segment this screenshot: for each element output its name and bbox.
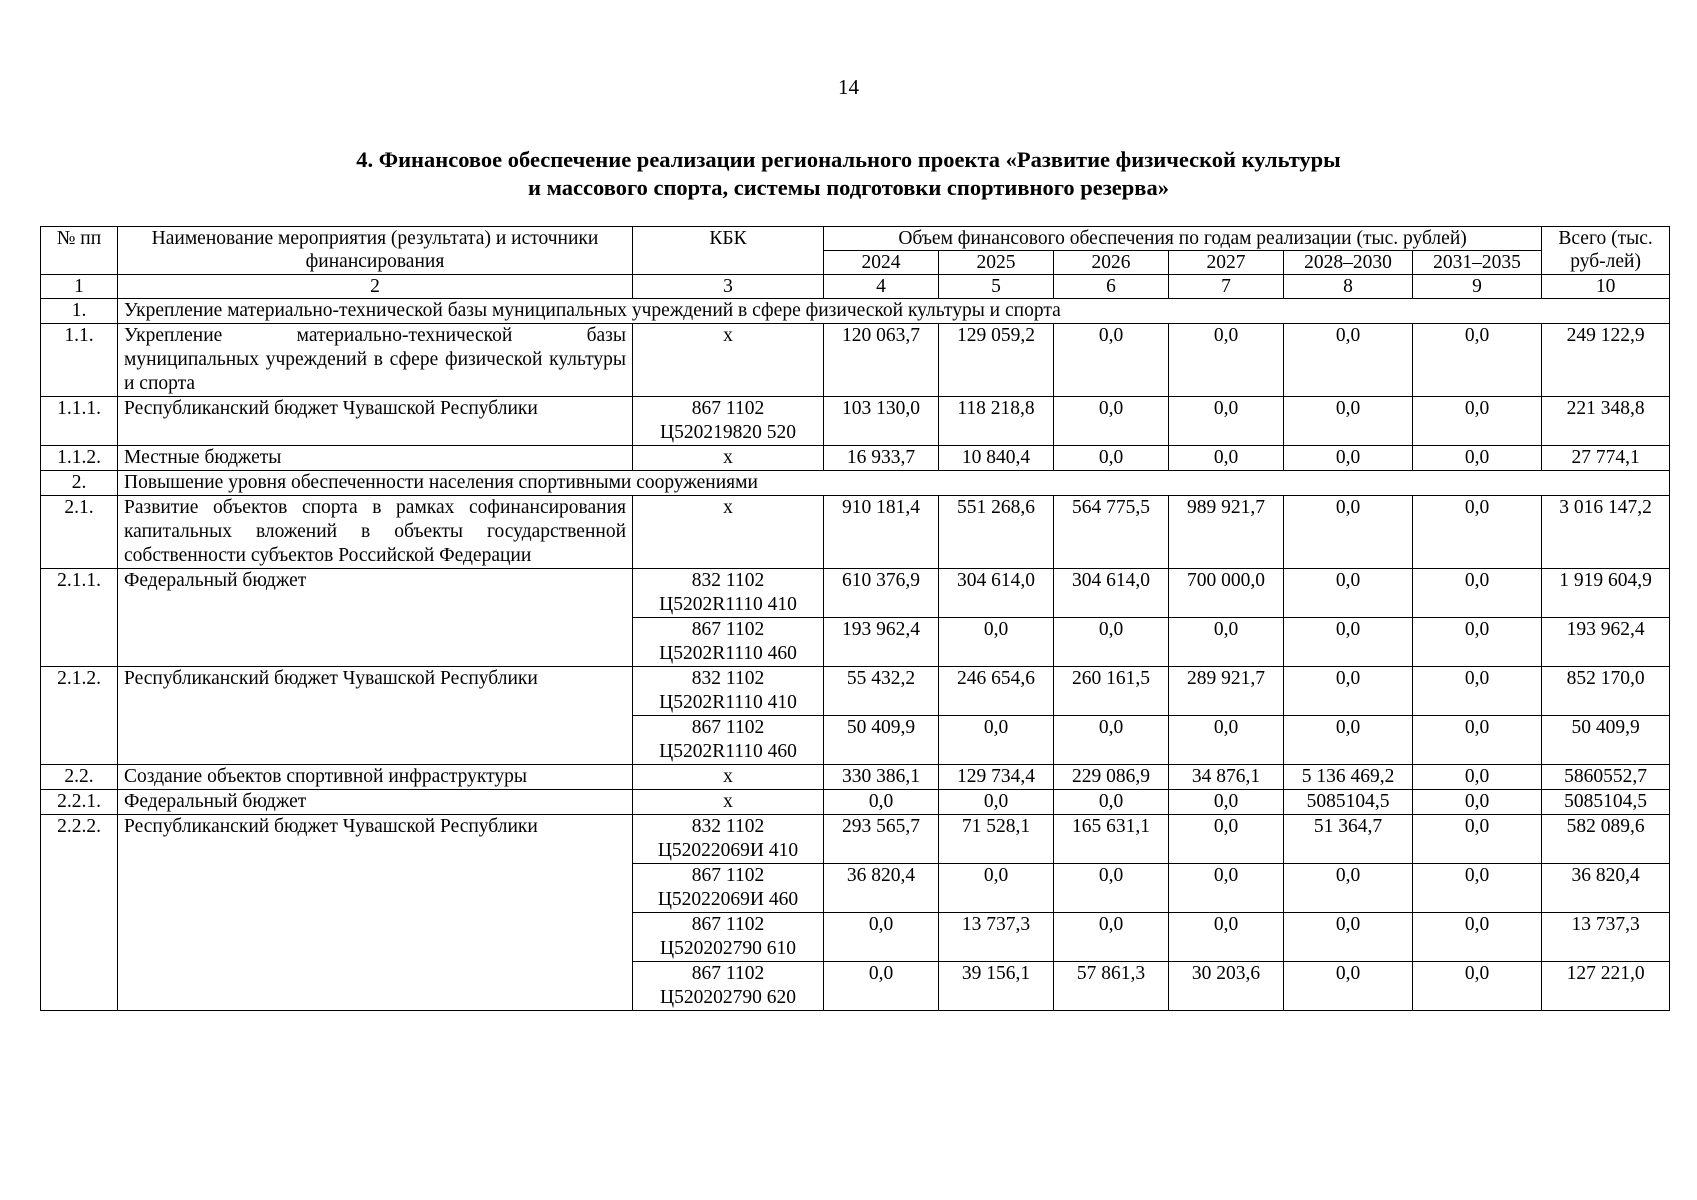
row-value: 5 136 469,2	[1284, 765, 1413, 790]
kbk-line: 832 1102	[691, 668, 765, 689]
table-row	[41, 790, 1670, 815]
row-kbk	[633, 569, 824, 618]
row-kbk	[633, 716, 824, 765]
row-value: 989 921,7	[1169, 496, 1284, 569]
row-value: 0,0	[1413, 765, 1542, 790]
header-year: 2028–2030	[1284, 251, 1413, 275]
row-name: Создание объектов спортивной инфраструктуры	[118, 765, 633, 790]
header-volume: Объем финансового обеспечения по годам реализации (тыс. рублей)	[824, 227, 1542, 251]
row-value: 0,0	[1284, 397, 1413, 446]
section-row	[41, 471, 1670, 496]
row-value: 910 181,4	[824, 496, 939, 569]
row-num: 2.	[41, 471, 118, 496]
row-value: 0,0	[1413, 790, 1542, 815]
row-value: 260 161,5	[1054, 667, 1169, 716]
row-value: 700 000,0	[1169, 569, 1284, 618]
row-num: 1.1.	[41, 324, 118, 397]
kbk-line: 867 1102	[691, 717, 765, 738]
header-year: 2031–2035	[1413, 251, 1542, 275]
row-num: 2.2.	[41, 765, 118, 790]
row-value: 50 409,9	[824, 716, 939, 765]
row-value: 304 614,0	[1054, 569, 1169, 618]
row-value: 0,0	[1054, 913, 1169, 962]
row-value: 0,0	[1284, 446, 1413, 471]
row-value: 610 376,9	[824, 569, 939, 618]
table-row	[41, 569, 1670, 618]
row-value: 0,0	[1054, 864, 1169, 913]
column-number: 9	[1413, 275, 1542, 299]
kbk-line: 832 1102	[691, 570, 765, 591]
section-row	[41, 299, 1670, 324]
header-year: 2024	[824, 251, 939, 275]
row-kbk: х	[633, 496, 824, 569]
row-value: 165 631,1	[1054, 815, 1169, 864]
row-value: 0,0	[1169, 446, 1284, 471]
table-row	[41, 667, 1670, 716]
title-line-1: 4. Финансовое обеспечение реализации регионального проекта «Развитие физической культуры	[356, 147, 1341, 172]
row-value: 30 203,6	[1169, 962, 1284, 1011]
document-title	[0, 146, 1697, 202]
row-total: 127 221,0	[1542, 962, 1670, 1011]
table-row	[41, 324, 1670, 397]
row-kbk	[633, 962, 824, 1011]
row-value: 551 268,6	[939, 496, 1054, 569]
kbk-line: 867 1102	[691, 963, 765, 984]
row-value: 13 737,3	[939, 913, 1054, 962]
row-total: 5085104,5	[1542, 790, 1670, 815]
header-year: 2027	[1169, 251, 1284, 275]
row-value: 0,0	[1413, 716, 1542, 765]
row-value: 0,0	[1284, 716, 1413, 765]
row-value: 0,0	[1284, 962, 1413, 1011]
row-value: 0,0	[1284, 496, 1413, 569]
row-value: 0,0	[1169, 864, 1284, 913]
row-kbk	[633, 815, 824, 864]
kbk-line: 867 1102	[691, 619, 765, 640]
row-kbk	[633, 397, 824, 446]
row-num: 2.1.	[41, 496, 118, 569]
row-value: 0,0	[1054, 446, 1169, 471]
row-total: 221 348,8	[1542, 397, 1670, 446]
row-total: 13 737,3	[1542, 913, 1670, 962]
row-value: 0,0	[1284, 569, 1413, 618]
row-value: 0,0	[1284, 324, 1413, 397]
row-value: 0,0	[1413, 496, 1542, 569]
row-value: 34 876,1	[1169, 765, 1284, 790]
title-line-2: и массового спорта, системы подготовки спортивного резерва»	[528, 175, 1169, 200]
row-name: Республиканский бюджет Чувашской Республики	[118, 815, 633, 1011]
row-kbk	[633, 667, 824, 716]
row-value: 0,0	[1284, 618, 1413, 667]
kbk-line: Ц520202790 620	[660, 987, 796, 1008]
column-number: 6	[1054, 275, 1169, 299]
financing-table	[40, 226, 1670, 1011]
column-number: 10	[1542, 275, 1670, 299]
row-value: 0,0	[939, 618, 1054, 667]
row-value: 0,0	[939, 716, 1054, 765]
row-name: Развитие объектов спорта в рамках софинансирования капитальных вложений в объекты государственной собственности субъектов Российской Федерации	[118, 496, 633, 569]
row-value: 129 059,2	[939, 324, 1054, 397]
row-kbk: х	[633, 324, 824, 397]
row-value: 0,0	[1169, 815, 1284, 864]
kbk-line: 867 1102	[691, 398, 765, 419]
kbk-line: Ц5202R1110 410	[659, 594, 797, 615]
row-value: 0,0	[1169, 618, 1284, 667]
row-total: 36 820,4	[1542, 864, 1670, 913]
kbk-line: Ц52022069И 410	[657, 840, 799, 861]
column-number: 8	[1284, 275, 1413, 299]
row-value: 0,0	[939, 864, 1054, 913]
column-number: 3	[633, 275, 824, 299]
row-value: 246 654,6	[939, 667, 1054, 716]
row-kbk	[633, 864, 824, 913]
kbk-line: Ц5202R1110 460	[659, 741, 797, 762]
row-value: 0,0	[1284, 667, 1413, 716]
row-total: 582 089,6	[1542, 815, 1670, 864]
table-row	[41, 397, 1670, 446]
row-value: 118 218,8	[939, 397, 1054, 446]
header-kbk: КБК	[633, 227, 824, 275]
row-value: 0,0	[1169, 324, 1284, 397]
row-name: Укрепление материально-технической базы муниципальных учреждений в сфере физической культуры и спорта	[118, 324, 633, 397]
row-name: Местные бюджеты	[118, 446, 633, 471]
kbk-line: Ц520202790 610	[660, 938, 796, 959]
row-name: Федеральный бюджет	[118, 569, 633, 667]
row-name: Республиканский бюджет Чувашской Республики	[118, 667, 633, 765]
column-number: 1	[41, 275, 118, 299]
row-value: 0,0	[1413, 397, 1542, 446]
row-kbk: х	[633, 446, 824, 471]
row-total: 27 774,1	[1542, 446, 1670, 471]
row-total: 193 962,4	[1542, 618, 1670, 667]
column-number: 5	[939, 275, 1054, 299]
row-kbk: х	[633, 765, 824, 790]
row-value: 0,0	[1413, 569, 1542, 618]
column-number-row	[41, 275, 1670, 299]
row-value: 0,0	[1054, 790, 1169, 815]
row-value: 0,0	[1413, 913, 1542, 962]
kbk-line: 867 1102	[691, 865, 765, 886]
row-value: 0,0	[1413, 446, 1542, 471]
column-number: 7	[1169, 275, 1284, 299]
row-name: Республиканский бюджет Чувашской Республики	[118, 397, 633, 446]
row-value: 0,0	[1413, 864, 1542, 913]
table-header	[41, 227, 1670, 299]
table-row	[41, 815, 1670, 864]
header-year: 2026	[1054, 251, 1169, 275]
row-kbk	[633, 618, 824, 667]
row-value: 36 820,4	[824, 864, 939, 913]
row-value: 193 962,4	[824, 618, 939, 667]
table-row	[41, 765, 1670, 790]
row-num: 2.2.2.	[41, 815, 118, 1011]
column-number: 2	[118, 275, 633, 299]
row-name: Федеральный бюджет	[118, 790, 633, 815]
table-body	[41, 299, 1670, 1011]
row-num: 2.1.1.	[41, 569, 118, 667]
row-value: 564 775,5	[1054, 496, 1169, 569]
row-kbk	[633, 913, 824, 962]
row-value: 0,0	[1413, 324, 1542, 397]
row-num: 1.1.1.	[41, 397, 118, 446]
row-total: 5860552,7	[1542, 765, 1670, 790]
header-total: Всего (тыс. руб-лей)	[1542, 227, 1670, 275]
row-num: 2.2.1.	[41, 790, 118, 815]
row-value: 0,0	[1413, 618, 1542, 667]
row-num: 2.1.2.	[41, 667, 118, 765]
row-value: 0,0	[1413, 667, 1542, 716]
row-value: 304 614,0	[939, 569, 1054, 618]
kbk-line: 867 1102	[691, 914, 765, 935]
row-value: 0,0	[824, 913, 939, 962]
row-value: 39 156,1	[939, 962, 1054, 1011]
row-total: 1 919 604,9	[1542, 569, 1670, 618]
page-number: 14	[838, 75, 859, 99]
row-value: 0,0	[1054, 618, 1169, 667]
kbk-line: Ц520219820 520	[660, 422, 796, 443]
row-kbk: х	[633, 790, 824, 815]
row-num: 1.	[41, 299, 118, 324]
row-value: 0,0	[1413, 815, 1542, 864]
row-value: 129 734,4	[939, 765, 1054, 790]
row-value: 293 565,7	[824, 815, 939, 864]
row-value: 0,0	[1413, 962, 1542, 1011]
kbk-line: Ц5202R1110 410	[659, 692, 797, 713]
row-value: 0,0	[1169, 397, 1284, 446]
column-number: 4	[824, 275, 939, 299]
row-value: 0,0	[1169, 913, 1284, 962]
kbk-line: Ц52022069И 460	[657, 889, 799, 910]
row-value: 120 063,7	[824, 324, 939, 397]
kbk-line: Ц5202R1110 460	[659, 643, 797, 664]
row-value: 0,0	[1054, 716, 1169, 765]
row-value: 0,0	[1054, 397, 1169, 446]
row-value: 0,0	[1284, 864, 1413, 913]
row-value: 0,0	[1169, 790, 1284, 815]
row-value: 0,0	[1054, 324, 1169, 397]
row-value: 229 086,9	[1054, 765, 1169, 790]
row-value: 16 933,7	[824, 446, 939, 471]
row-value: 330 386,1	[824, 765, 939, 790]
row-value: 55 432,2	[824, 667, 939, 716]
row-value: 0,0	[1284, 913, 1413, 962]
row-value: 289 921,7	[1169, 667, 1284, 716]
row-value: 0,0	[939, 790, 1054, 815]
row-value: 103 130,0	[824, 397, 939, 446]
section-title: Укрепление материально-технической базы муниципальных учреждений в сфере физической культуры и спорта	[118, 299, 1670, 324]
kbk-line: 832 1102	[691, 816, 765, 837]
row-value: 0,0	[824, 962, 939, 1011]
section-title: Повышение уровня обеспеченности населения спортивными сооружениями	[118, 471, 1670, 496]
row-total: 852 170,0	[1542, 667, 1670, 716]
table-row	[41, 446, 1670, 471]
header-name: Наименование мероприятия (результата) и источники финансирования	[118, 227, 633, 275]
row-total: 3 016 147,2	[1542, 496, 1670, 569]
row-total: 50 409,9	[1542, 716, 1670, 765]
row-value: 5085104,5	[1284, 790, 1413, 815]
row-num: 1.1.2.	[41, 446, 118, 471]
header-year: 2025	[939, 251, 1054, 275]
row-value: 0,0	[1169, 716, 1284, 765]
header-num: № пп	[41, 227, 118, 275]
row-value: 0,0	[824, 790, 939, 815]
row-value: 71 528,1	[939, 815, 1054, 864]
row-total: 249 122,9	[1542, 324, 1670, 397]
table-row	[41, 496, 1670, 569]
row-value: 51 364,7	[1284, 815, 1413, 864]
row-value: 10 840,4	[939, 446, 1054, 471]
row-value: 57 861,3	[1054, 962, 1169, 1011]
